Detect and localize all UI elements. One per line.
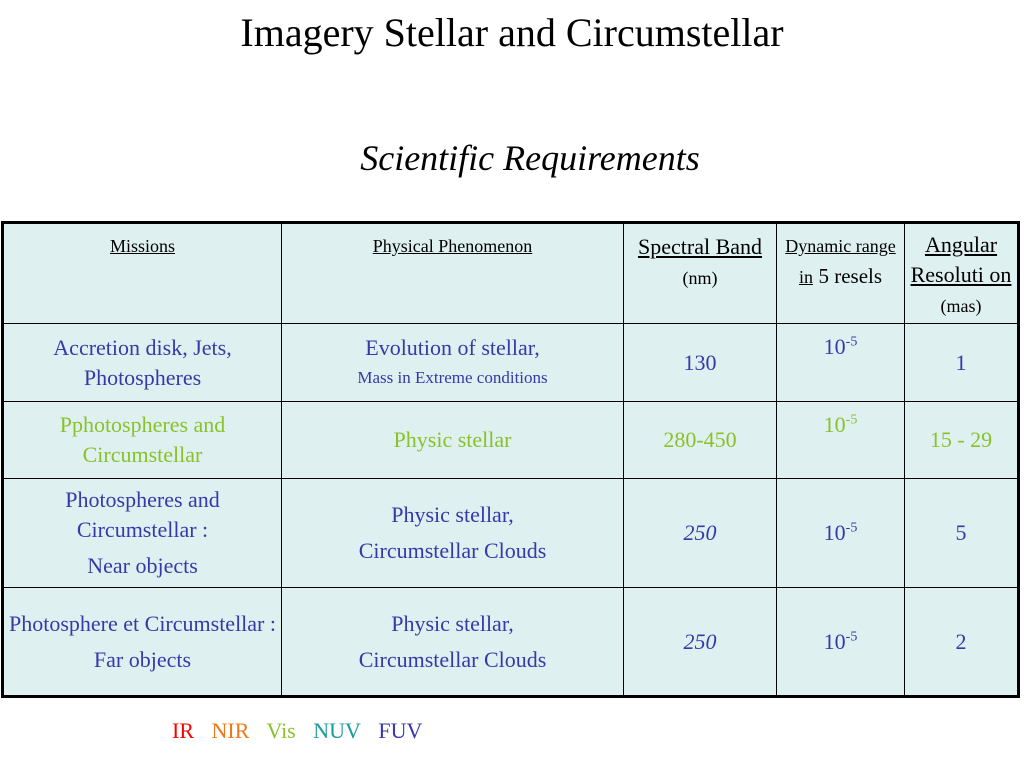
phenomenon-line-1: Physic stellar, <box>391 610 514 636</box>
slide-subtitle: Scientific Requirements <box>360 138 700 178</box>
cell-dynamic-range <box>777 588 905 697</box>
cell-dynamic-range <box>777 402 905 479</box>
legend-nir: NIR <box>211 718 250 743</box>
header-phenomenon-label: Physical Phenomenon <box>372 236 533 256</box>
phenomenon-line-2: Circumstellar Clouds <box>358 538 547 563</box>
cell-missions <box>3 324 282 402</box>
requirements-table <box>1 221 1020 698</box>
cell-angular-resolution: 1 <box>905 324 1019 402</box>
phenomenon-line-1: Evolution of stellar, <box>365 334 540 360</box>
dynamic-range-base: 10 <box>823 520 846 545</box>
missions-text: Photosphere et Circumstellar : <box>9 610 276 636</box>
phenomenon-line-2: Circumstellar Clouds <box>358 646 547 672</box>
slide-title: Imagery Stellar and Circumstellar <box>240 10 784 55</box>
cell-phenomenon <box>282 324 624 402</box>
dynamic-range-exponent: -5 <box>845 334 858 350</box>
wavelength-legend <box>172 716 434 746</box>
missions-text: Accretion disk, Jets, Photospheres <box>53 334 232 390</box>
cell-spectral-band: 280-450 <box>624 402 777 479</box>
table-row <box>3 324 1019 402</box>
phenomenon-line-1: Physic stellar, <box>391 502 514 527</box>
cell-missions <box>3 588 282 697</box>
cell-phenomenon <box>282 402 624 479</box>
header-angular-unit: (mas) <box>940 296 982 316</box>
cell-spectral-band: 130 <box>624 324 777 402</box>
dynamic-range-base: 10 <box>823 412 846 437</box>
cell-phenomenon <box>282 479 624 588</box>
cell-angular-resolution: 2 <box>905 588 1019 697</box>
header-spectral-band-label: Spectral Band <box>637 234 763 259</box>
cell-missions <box>3 402 282 479</box>
dynamic-range-exponent: -5 <box>845 520 858 536</box>
phenomenon-line-1: Physic stellar <box>393 427 512 452</box>
cell-missions <box>3 479 282 588</box>
missions-subtext: Far objects <box>93 646 192 672</box>
header-dynamic-range-resels: 5 resels <box>818 264 883 288</box>
dynamic-range-exponent: -5 <box>845 412 858 428</box>
cell-angular-resolution: 15 - 29 <box>905 402 1019 479</box>
table-row <box>3 588 1019 697</box>
header-dynamic-range <box>777 223 905 324</box>
table-row <box>3 402 1019 479</box>
cell-spectral-band: 250 <box>624 588 777 697</box>
legend-nuv: NUV <box>313 718 361 743</box>
header-spectral-band <box>624 223 777 324</box>
cell-angular-resolution: 5 <box>905 479 1019 588</box>
missions-text: Photospheres and Circumstellar : <box>65 487 220 542</box>
header-missions <box>3 223 282 324</box>
missions-subtext: Near objects <box>87 553 198 578</box>
legend-ir: IR <box>172 718 194 743</box>
cell-spectral-band: 250 <box>624 479 777 588</box>
dynamic-range-base: 10 <box>823 628 846 654</box>
legend-vis: Vis <box>266 718 296 743</box>
cell-dynamic-range <box>777 324 905 402</box>
header-angular-resolution-label: Angular Resoluti on <box>910 232 1012 287</box>
header-spectral-unit: (nm) <box>682 268 718 288</box>
header-angular-resolution <box>905 223 1019 324</box>
dynamic-range-base: 10 <box>823 334 846 359</box>
table-row <box>3 479 1019 588</box>
cell-dynamic-range <box>777 479 905 588</box>
table-header-row <box>3 223 1019 324</box>
cell-phenomenon <box>282 588 624 697</box>
header-missions-label: Missions <box>109 236 176 256</box>
phenomenon-line-2: Mass in Extreme conditions <box>357 367 548 387</box>
missions-text: Pphotospheres and Circumstellar <box>59 412 226 467</box>
legend-fuv: FUV <box>378 718 423 743</box>
header-phenomenon <box>282 223 624 324</box>
header-dynamic-range-label: Dynamic range in <box>785 236 896 287</box>
dynamic-range-exponent: -5 <box>845 629 858 645</box>
